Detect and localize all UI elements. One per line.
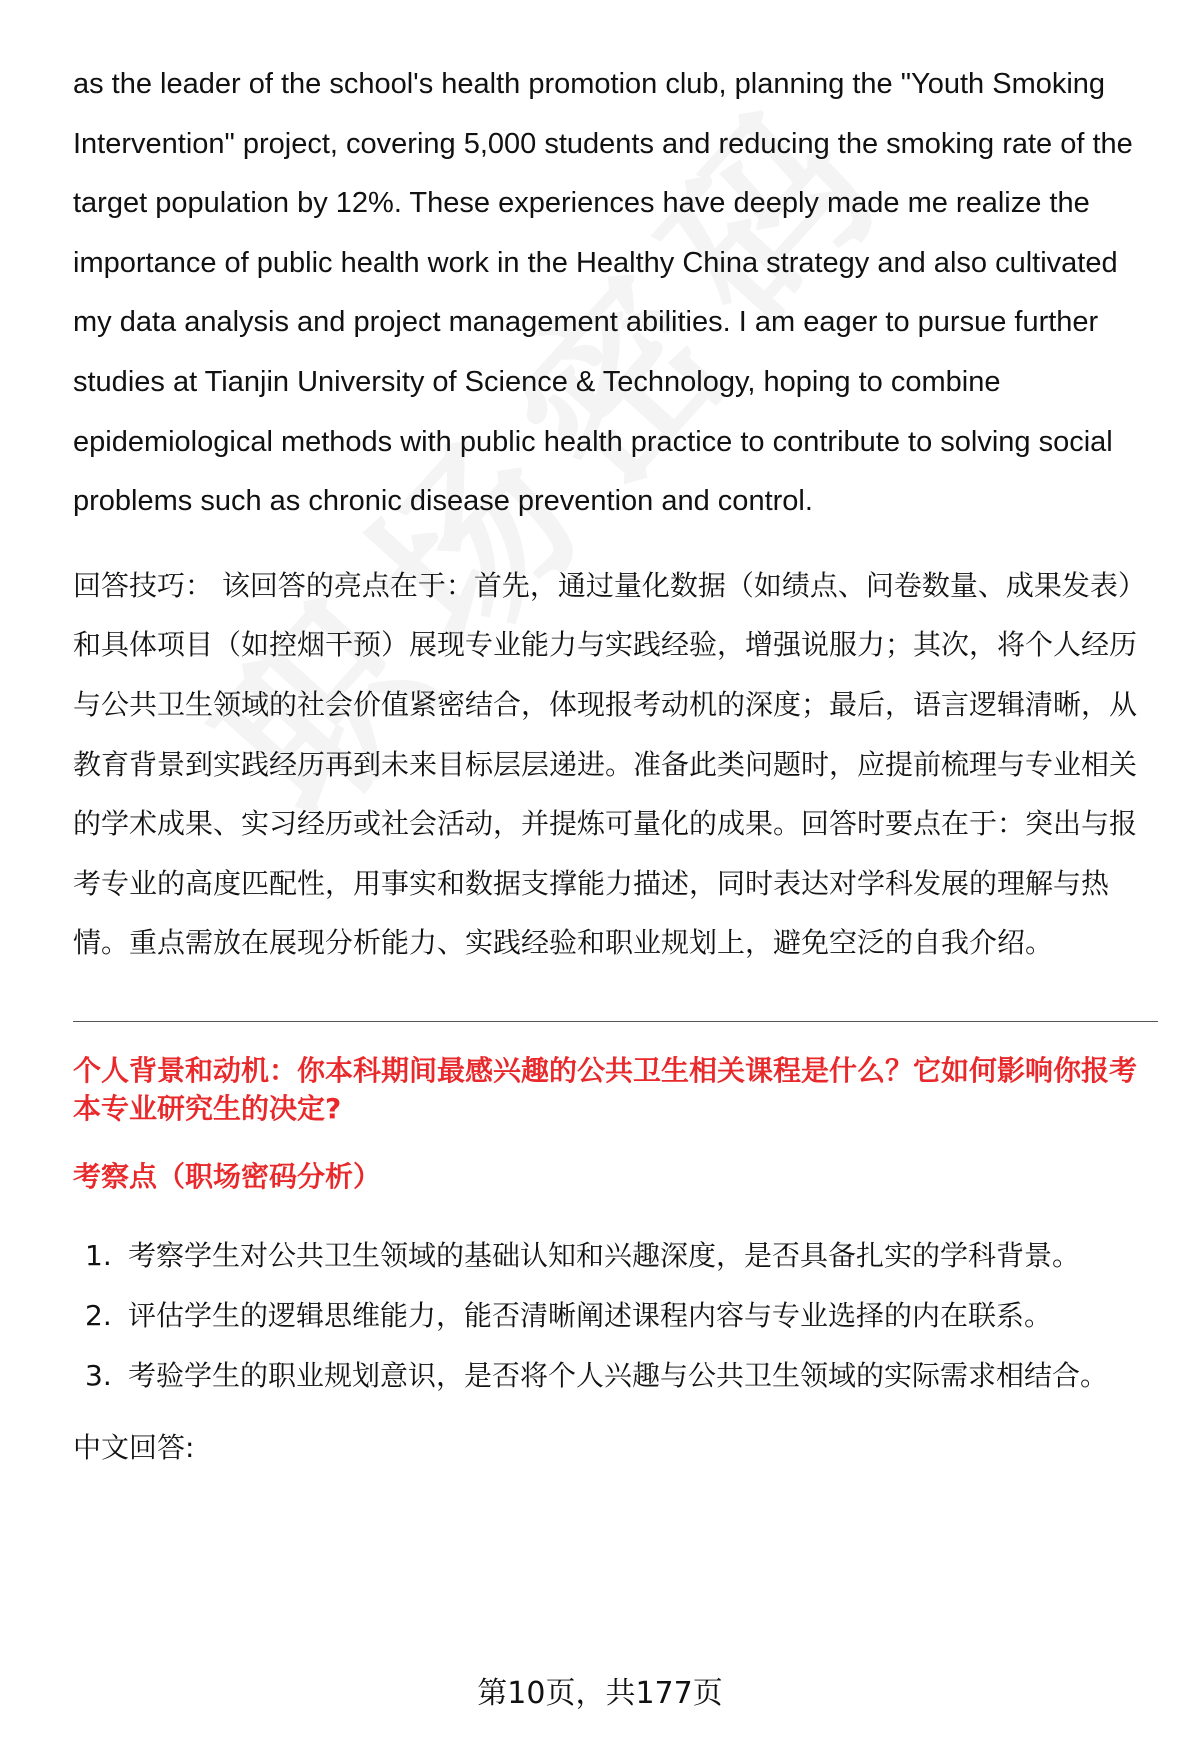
assessment-points-list — [73, 1226, 1158, 1406]
english-answer-paragraph: as the leader of the school's health promotion club, planning the "Youth Smoking Intervention" project, covering 5,000 students and reducing the smoking rate of the target population by 12%. These experiences have deeply made me realize the importance of public health work in the Healthy China strategy and also cultivated my data analysis and project management abilities. I am eager to pursue further studies at Tianjin University of Science & Technology, hoping to combine epidemiological methods with public health practice to contribute to solving social problems such as chronic disease prevention and control. — [73, 68, 1133, 518]
list-item — [73, 1226, 1158, 1286]
list-item — [73, 1286, 1158, 1346]
section-divider — [73, 1021, 1158, 1022]
assessment-points-heading: 考察点（职场密码分析） — [73, 1159, 382, 1193]
list-item-text: 评估学生的逻辑思维能力，能否清晰阐述课程内容与专业选择的内在联系。 — [128, 1298, 1053, 1332]
list-item-number: 3. — [85, 1358, 112, 1392]
chinese-answer-label: 中文回答: — [73, 1430, 195, 1464]
page-content — [73, 55, 1158, 1470]
list-item-text: 考验学生的职业规划意识，是否将个人兴趣与公共卫生领域的实际需求相结合。 — [128, 1358, 1109, 1392]
question-heading: 个人背景和动机：你本科期间最感兴趣的公共卫生相关课程是什么？它如何影响你报考本专业研究生的决定? — [73, 1053, 1138, 1125]
list-item — [73, 1346, 1158, 1406]
list-item-number: 1. — [85, 1238, 112, 1272]
list-item-text: 考察学生对公共卫生领域的基础认知和兴趣深度，是否具备扎实的学科背景。 — [128, 1238, 1081, 1272]
page-number-footer: 第10页，共177页 — [477, 1676, 723, 1711]
answer-tips-paragraph: 回答技巧： 该回答的亮点在于：首先，通过量化数据（如绩点、问卷数量、成果发表）和具体项目（如控烟干预）展现专业能力与实践经验，增强说服力；其次，将个人经历与公共卫生领域的社会价值紧密结合，体现报考动机的深度；最后，语言逻辑清晰，从教育背景到实践经历再到未来目标层层递进。准备此类问题时，应提前梳理与专业相关的学术成果、实习经历或社会活动，并提炼可量化的成果。回答时要点在于：突出与报考专业的高度匹配性，用事实和数据支撑能力描述，同时表达对学科发展的理解与热情。重点需放在展现分析能力、实践经验和职业规划上，避免空泛的自我介绍。 — [73, 568, 1146, 960]
list-item-number: 2. — [85, 1298, 112, 1332]
